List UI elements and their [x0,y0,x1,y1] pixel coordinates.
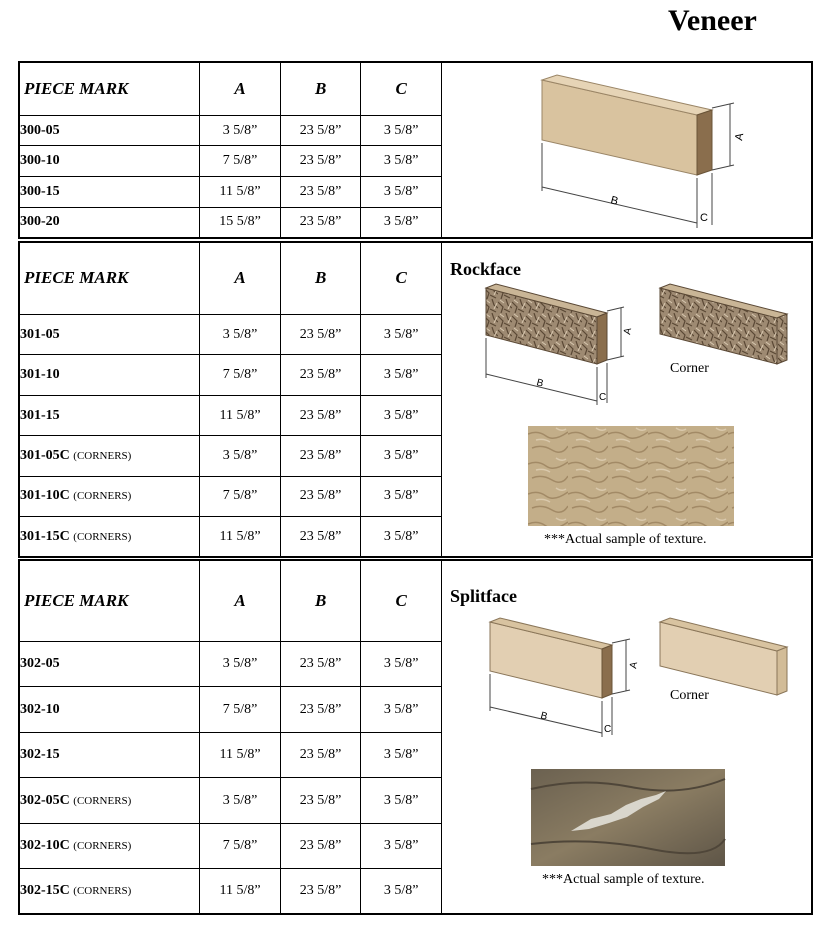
rockface-block-drawing [442,243,815,413]
dimension-b-cell: 23 5/8” [280,177,361,208]
veneer-illustration [442,63,811,237]
piece-mark-cell [20,436,200,476]
splitface-title: Splitface [450,586,517,606]
veneer-block-drawing [442,63,815,239]
piece-mark-cell [20,641,200,687]
splitface-caption: ***Actual sample of texture. [542,872,705,887]
header-c: C [361,63,442,115]
header-piece-mark: PIECE MARK [20,561,200,641]
dimension-b-cell: 23 5/8” [280,778,361,824]
dim-c-label: C [604,724,612,735]
table-row [20,517,442,556]
dimension-b-cell: 23 5/8” [280,823,361,869]
piece-mark: 302-10C [20,838,70,854]
dimension-b-cell: 23 5/8” [280,146,361,177]
table-row [20,687,442,733]
dimension-c-cell: 3 5/8” [361,869,442,913]
dimension-c-cell: 3 5/8” [361,732,442,778]
piece-mark: 301-10C [20,488,70,504]
dimension-c-cell: 3 5/8” [361,517,442,556]
dimension-c-cell: 3 5/8” [361,641,442,687]
page-title: Veneer [668,4,757,37]
dimension-a-cell: 3 5/8” [200,115,281,146]
piece-mark-cell [20,517,200,556]
piece-mark: 301-10 [20,367,60,383]
header-c: C [361,243,442,314]
dimension-a-cell: 3 5/8” [200,314,281,354]
piece-mark-note: (CORNERS) [73,885,132,898]
piece-mark-cell [20,476,200,516]
piece-mark: 301-15 [20,407,60,423]
dim-c-label: C [700,212,708,224]
piece-mark-note: (CORNERS) [73,840,132,853]
header-a: A [200,561,281,641]
dimension-a-cell: 7 5/8” [200,476,281,516]
piece-mark-note: (CORNERS) [73,794,132,807]
piece-mark: 302-05C [20,792,70,808]
piece-mark-cell [20,395,200,435]
dimension-a-cell: 11 5/8” [200,869,281,913]
table-row [20,869,442,913]
dim-a-label: A [628,661,641,670]
rock-corner-side [777,314,787,364]
table-row [20,314,442,354]
header-b: B [280,243,361,314]
piece-mark: 300-10 [20,153,60,169]
dimension-a-cell: 3 5/8” [200,641,281,687]
table-row [20,395,442,435]
dimension-a-cell: 7 5/8” [200,823,281,869]
header-b: B [280,561,361,641]
dimension-c-cell: 3 5/8” [361,687,442,733]
piece-mark-cell [20,732,200,778]
piece-mark-note: (CORNERS) [73,490,132,503]
splitface-table [20,561,442,913]
piece-mark-cell [20,314,200,354]
splitface-block-drawing [442,561,815,741]
dimension-c-cell: 3 5/8” [361,823,442,869]
dimension-c-cell: 3 5/8” [361,778,442,824]
split-block-side [602,645,612,698]
dimension-b-cell: 23 5/8” [280,869,361,913]
piece-mark: 302-05 [20,656,60,672]
dim-a-label: A [622,327,635,336]
rockface-caption: ***Actual sample of texture. [544,532,707,547]
piece-mark-cell [20,177,200,208]
header-piece-mark: PIECE MARK [20,243,200,314]
dimension-c-cell: 3 5/8” [361,146,442,177]
veneer-table [20,63,442,237]
dimension-a-cell: 3 5/8” [200,778,281,824]
dimension-c-cell: 3 5/8” [361,436,442,476]
table-row [20,355,442,395]
piece-mark-cell [20,355,200,395]
dimension-b-cell: 23 5/8” [280,436,361,476]
dimension-b-cell: 23 5/8” [280,355,361,395]
dimension-b-cell: 23 5/8” [280,476,361,516]
table-row [20,641,442,687]
veneer-section [18,61,813,239]
dimension-b-cell: 23 5/8” [280,732,361,778]
dimension-c-cell: 3 5/8” [361,177,442,208]
rockface-texture-sample [528,426,734,526]
table-row [20,476,442,516]
piece-mark: 302-15C [20,883,70,899]
rockface-title: Rockface [450,259,521,279]
dim-c-label: C [599,392,607,403]
piece-mark-note: (CORNERS) [73,449,132,462]
table-row [20,177,442,208]
dimension-a-cell: 11 5/8” [200,732,281,778]
piece-mark-note: (CORNERS) [73,530,132,543]
dimension-c-cell: 3 5/8” [361,115,442,146]
piece-mark: 302-15 [20,747,60,763]
table-row [20,732,442,778]
dimension-b-cell: 23 5/8” [280,115,361,146]
dimension-b-cell: 23 5/8” [280,395,361,435]
rockface-table [20,243,442,556]
piece-mark-cell [20,869,200,913]
splitface-illustration [442,561,811,913]
piece-mark: 301-05 [20,326,60,342]
dim-a-label: A [733,132,747,142]
table-row [20,436,442,476]
rockface-corner-label: Corner [670,361,709,376]
piece-mark: 300-05 [20,122,60,138]
piece-mark-cell [20,207,200,237]
piece-mark: 300-20 [20,214,60,230]
table-row [20,207,442,237]
dimension-a-cell: 15 5/8” [200,207,281,237]
dimension-a-cell: 11 5/8” [200,395,281,435]
dimension-b-cell: 23 5/8” [280,207,361,237]
header-b: B [280,63,361,115]
dimension-a-cell: 11 5/8” [200,177,281,208]
piece-mark-cell [20,687,200,733]
dim-b-label: B [539,710,549,723]
dim-b-label: B [535,377,545,390]
dimension-a-cell: 7 5/8” [200,355,281,395]
piece-mark: 300-15 [20,183,60,199]
dimension-b-cell: 23 5/8” [280,687,361,733]
dimension-b-cell: 23 5/8” [280,517,361,556]
table-row [20,778,442,824]
block-side [697,110,712,175]
header-a: A [200,63,281,115]
dimension-c-cell: 3 5/8” [361,314,442,354]
dimension-c-cell: 3 5/8” [361,355,442,395]
dimension-c-cell: 3 5/8” [361,476,442,516]
header-c: C [361,561,442,641]
dimension-a-cell: 3 5/8” [200,436,281,476]
piece-mark-cell [20,778,200,824]
dimension-a-cell: 7 5/8” [200,146,281,177]
dimension-c-cell: 3 5/8” [361,395,442,435]
table-row [20,115,442,146]
dimension-b-cell: 23 5/8” [280,314,361,354]
dimension-c-cell: 3 5/8” [361,207,442,237]
piece-mark-cell [20,115,200,146]
dimension-a-cell: 7 5/8” [200,687,281,733]
split-corner-side [777,647,787,695]
header-piece-mark: PIECE MARK [20,63,200,115]
splitface-section [18,559,813,915]
table-row [20,823,442,869]
piece-mark-cell [20,823,200,869]
dimension-b-cell: 23 5/8” [280,641,361,687]
rockface-section [18,241,813,558]
dim-b-label: B [609,194,620,208]
piece-mark: 301-15C [20,528,70,544]
header-a: A [200,243,281,314]
splitface-texture-sample [531,769,725,866]
dimension-a-cell: 11 5/8” [200,517,281,556]
piece-mark-cell [20,146,200,177]
table-row [20,146,442,177]
splitface-corner-label: Corner [670,688,709,703]
rockface-illustration [442,243,811,556]
rock-block-side [597,313,607,364]
piece-mark: 302-10 [20,701,60,717]
piece-mark: 301-05C [20,447,70,463]
